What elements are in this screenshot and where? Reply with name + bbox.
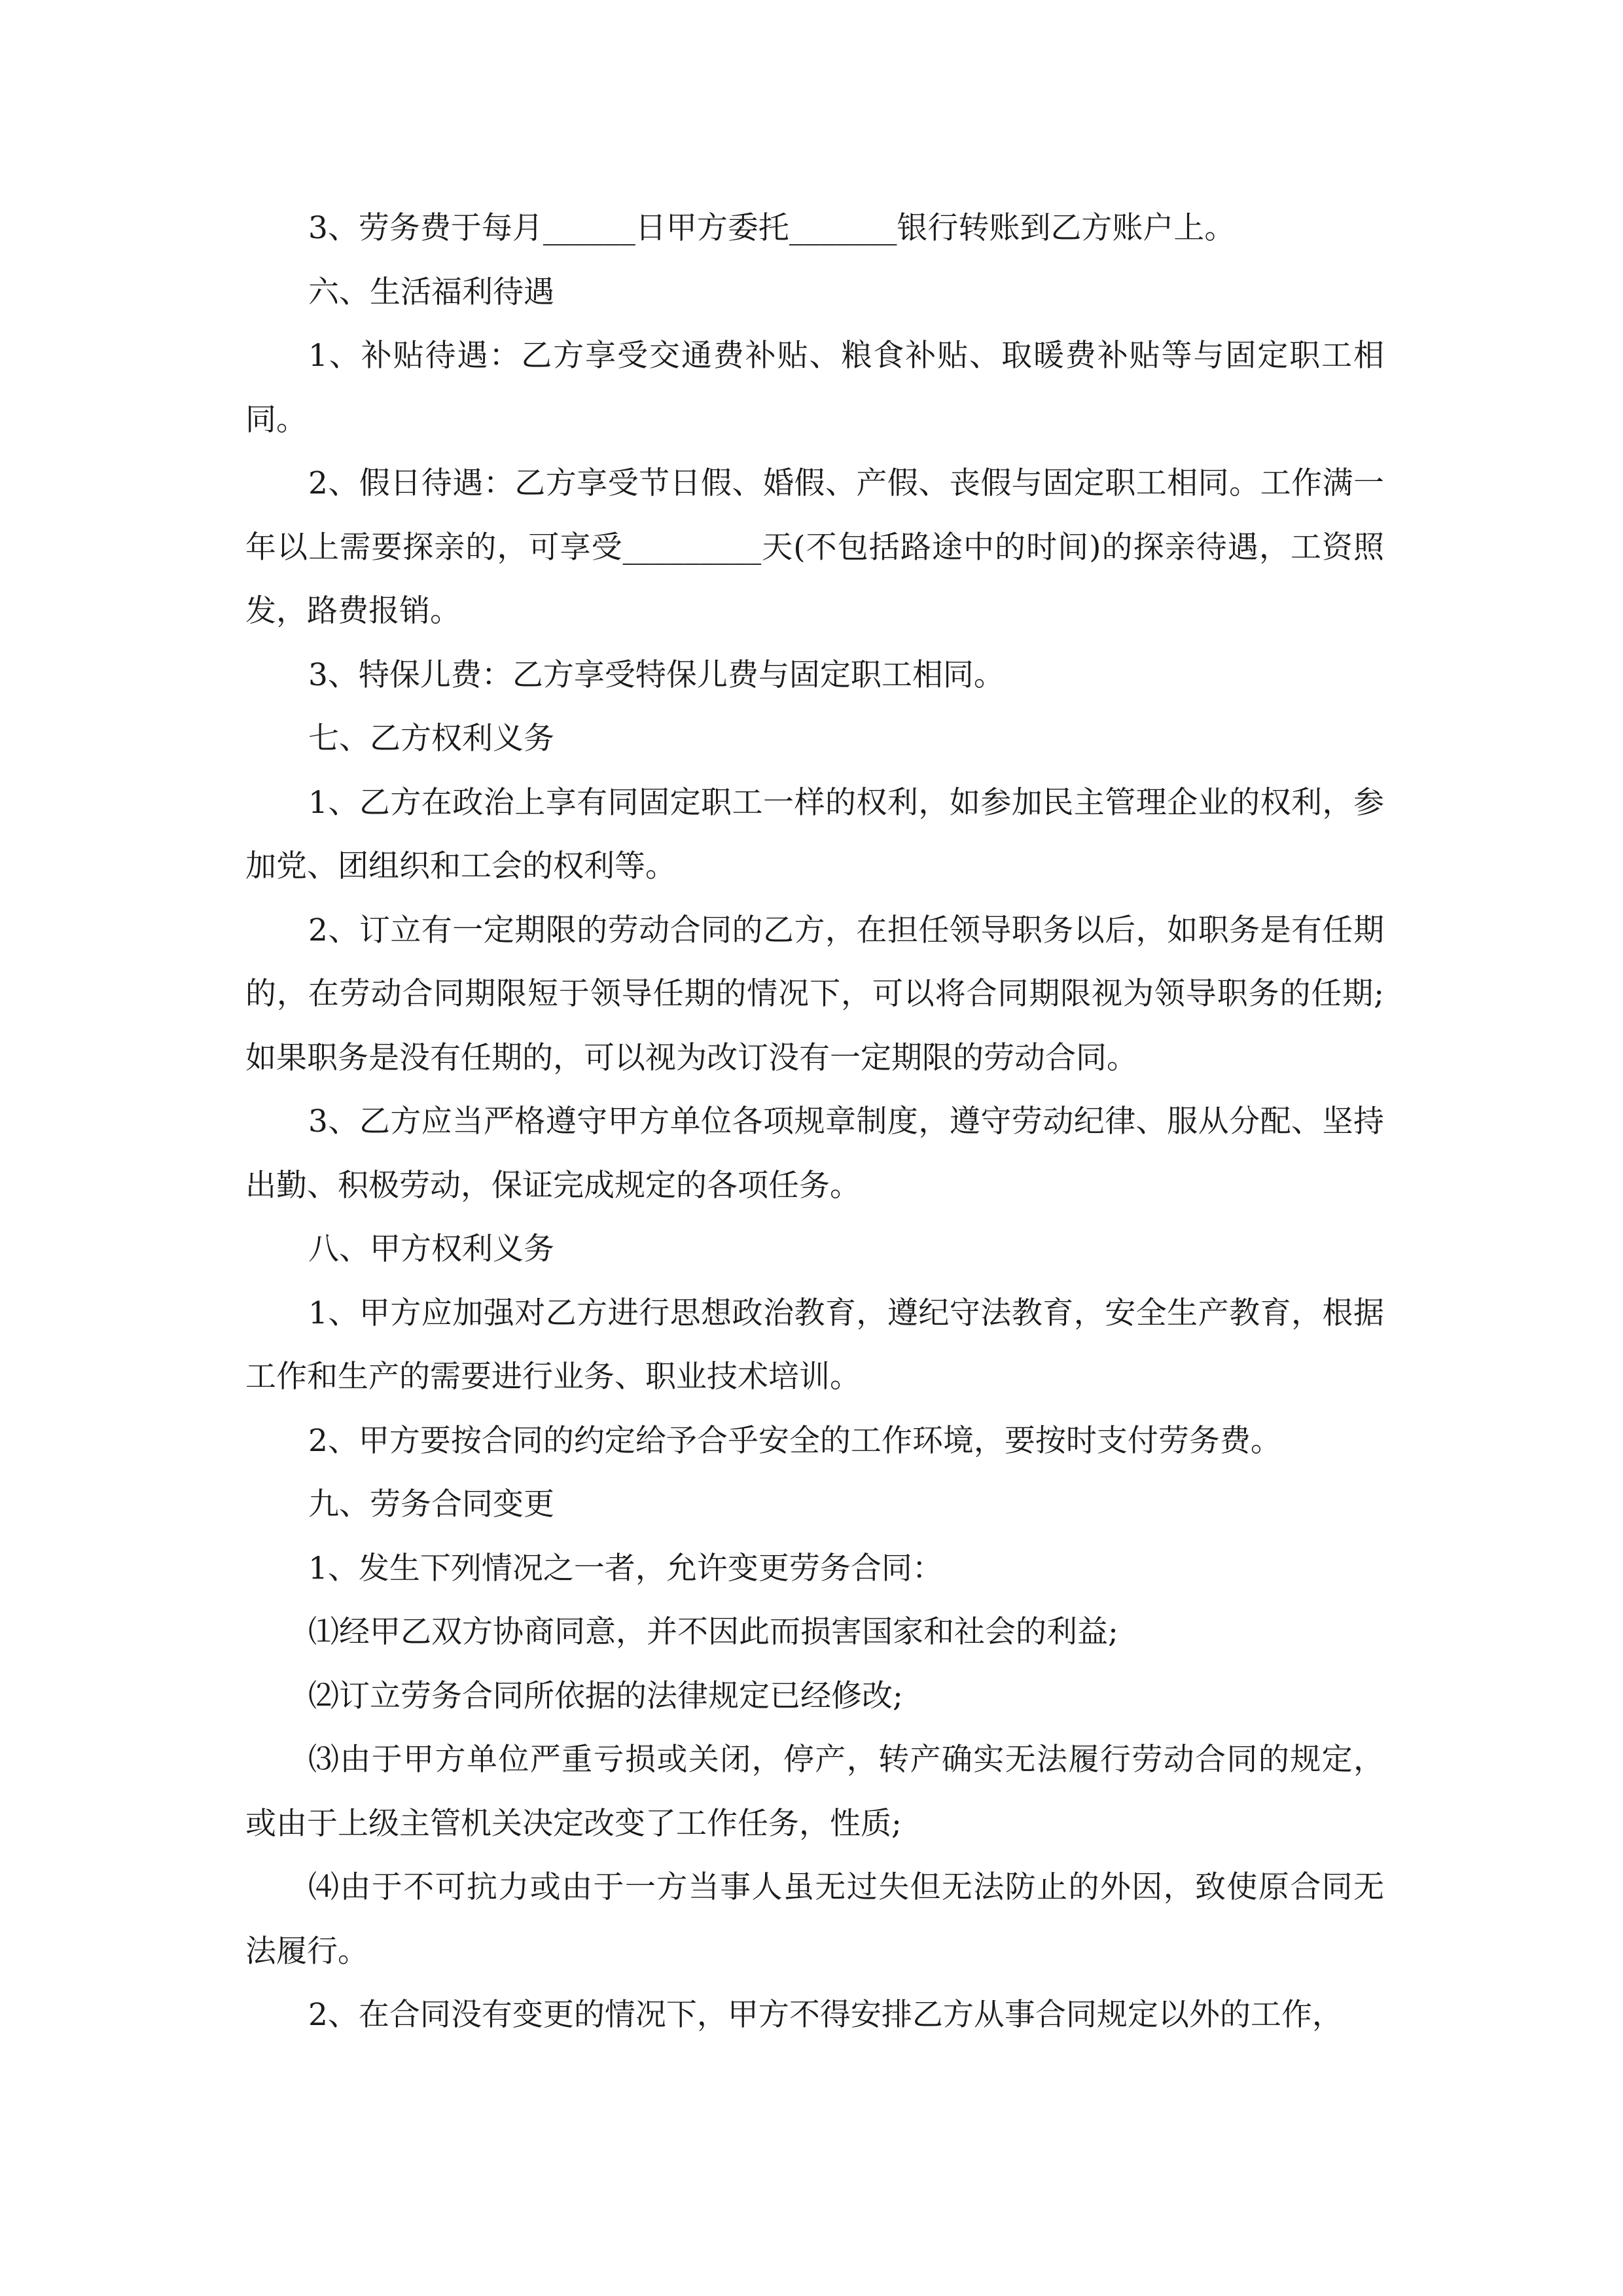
paragraph-change-conditions: 1、发生下列情况之一者，允许变更劳务合同： — [308, 1550, 943, 1587]
paragraph-compliance: 3、乙方应当严格遵守甲方单位各项规章制度，遵守劳动纪律、服从分配、坚持出勤、积极劳动，保证完成规定的各项任务。 — [245, 1103, 1384, 1204]
paragraph-holiday: 2、假日待遇：乙方享受节日假、婚假、产假、丧假与固定职工相同。工作满一年以上需要探亲的，可享受_________天(不包括路途中的时间)的探亲待遇，工资照发，路费报销。 — [245, 465, 1384, 629]
section-heading-party-b-rights: 七、乙方权利义务 — [308, 721, 554, 757]
list-item-condition-1: ⑴经甲乙双方协商同意，并不因此而损害国家和社会的利益; — [308, 1614, 1118, 1650]
document-page — [245, 196, 1384, 2047]
list-item-condition-4: ⑷由于不可抗力或由于一方当事人虽无过失但无法防止的外因，致使原合同无法履行。 — [245, 1869, 1384, 1969]
paragraph-political-rights: 1、乙方在政治上享有同固定职工一样的权利，如参加民主管理企业的权利，参加党、团组织和工会的权利等。 — [245, 784, 1384, 884]
paragraph-leadership-term: 2、订立有一定期限的劳动合同的乙方，在担任领导职务以后，如职务是有任期的，在劳动合同期限短于领导任期的情况下，可以将合同期限视为领导职务的任期;如果职务是没有任期的，可以视为改订没有一定期限的劳动合同。 — [245, 912, 1384, 1076]
paragraph-no-extra-work: 2、在合同没有变更的情况下，甲方不得安排乙方从事合同规定以外的工作， — [308, 1997, 1343, 2033]
section-heading-party-a-rights: 八、甲方权利义务 — [308, 1231, 554, 1267]
paragraph-wage-payment: 3、劳务费于每月______日甲方委托_______银行转账到乙方账户上。 — [308, 210, 1236, 246]
paragraph-child-allowance: 3、特保儿费：乙方享受特保儿费与固定职工相同。 — [308, 656, 1005, 693]
list-item-condition-3: ⑶由于甲方单位严重亏损或关闭，停产，转产确实无法履行劳动合同的规定，或由于上级主管机关决定改变了工作任务，性质; — [245, 1742, 1384, 1842]
paragraph-subsidy: 1、补贴待遇：乙方享受交通费补贴、粮食补贴、取暖费补贴等与固定职工相同。 — [245, 338, 1384, 438]
list-item-condition-2: ⑵订立劳务合同所依据的法律规定已经修改; — [308, 1677, 903, 1714]
section-heading-welfare: 六、生活福利待遇 — [308, 274, 554, 310]
paragraph-education: 1、甲方应加强对乙方进行思想政治教育，遵纪守法教育，安全生产教育，根据工作和生产的需要进行业务、职业技术培训。 — [245, 1295, 1384, 1395]
section-heading-contract-change: 九、劳务合同变更 — [308, 1486, 554, 1522]
paragraph-work-environment: 2、甲方要按合同的约定给予合乎安全的工作环境，要按时支付劳务费。 — [308, 1422, 1281, 1459]
